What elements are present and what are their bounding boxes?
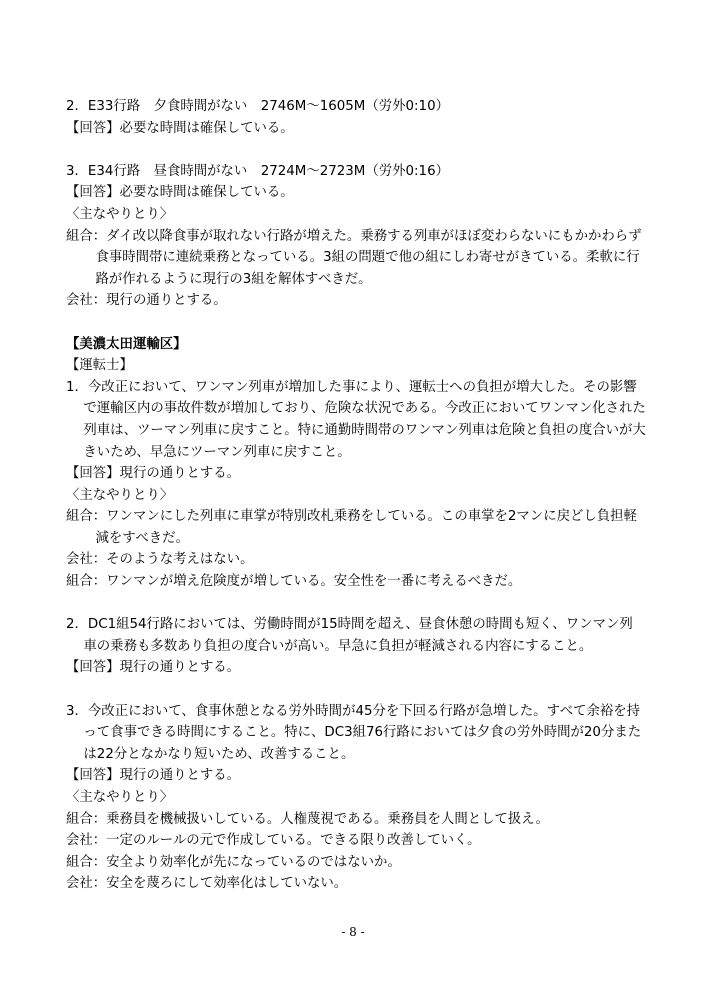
item-title: 2．DC1組54行路においては、労働時間が15時間を超え、昼食休憩の時間も短く、ワンマン列車の乗務も多数あり負担の度合いが高い。早急に負担が軽減される内容にすること。: [66, 617, 633, 654]
answer-text: 【回答】現行の通りとする。: [66, 768, 241, 784]
company-statement: 会社：現行の通りとする。: [66, 293, 227, 309]
answer-text: 【回答】現行の通りとする。: [66, 660, 241, 676]
union-statement: 組合：安全より効率化が先になっているのではないか。: [66, 854, 401, 870]
exchange-label: 〈主なやりとり〉: [66, 487, 174, 503]
exchange-label: 〈主なやりとり〉: [66, 790, 174, 805]
document-body: [66, 96, 646, 895]
page-number: - 8 -: [341, 925, 365, 939]
section-subheading: 【運転士】: [66, 358, 133, 374]
union-statement: 組合：乗務員を機械扱いしている。人権蔑視である。乗務員を人間として扱え。: [66, 811, 549, 827]
union-statement: 組合：ダイ改以降食事が取れない行路が増えた。乗務する列車がほぼ変わらないにもかかわらず食事時間帯に連続乗務となっている。3組の問題で他の組にしわ寄せがきている。柔軟に行路が作れるように現行の3組を解体すべきだ。: [66, 228, 642, 287]
item-title: 1．今改正において、ワンマン列車が増加した事により、運転士への負担が増大した。その影響で運輸区内の事故件数が増加しており、危険な状況である。今改正においてワンマン化された列車は、ツーマン列車に戻すこと。特に通勤時間帯のワンマン列車は危険と負担の度合いが大きいため、早急にツーマン列車に戻すこと。: [66, 379, 646, 460]
union-statement: 組合：ワンマンが増え危険度が増している。安全性を一番に考えるべきだ。: [66, 574, 522, 590]
company-statement: 会社：そのような考えはない。: [66, 552, 254, 568]
answer-text: 【回答】必要な時間は確保している。: [66, 120, 294, 136]
answer-text: 【回答】現行の通りとする。: [66, 466, 241, 482]
item-title: 2．E33行路 夕食時間がない 2746M～1605M（労外0:10）: [66, 99, 449, 114]
union-statement: 組合：ワンマンにした列車に車掌が特別改札乗務をしている。この車掌を2マンに戻どし負担軽減をすべきだ。: [66, 509, 637, 546]
item-title: 3．E34行路 昼食時間がない 2724M～2723M（労外0:16）: [66, 163, 449, 179]
company-statement: 会社：一定のルールの元で作成している。できる限り改善していく。: [66, 833, 481, 849]
company-statement: 会社：安全を蔑ろにして効率化はしていない。: [66, 876, 348, 892]
answer-text: 【回答】必要な時間は確保している。: [66, 185, 294, 201]
section-heading: 【美濃太田運輸区】: [66, 336, 187, 352]
exchange-label: 〈主なやりとり〉: [66, 206, 174, 222]
item-title: 3．今改正において、食事休憩となる労外時間が45分を下回る行路が急増した。すべて余裕を持って食事できる時間にすること。特に、DC3組76行路においては夕食の労外時間が20分または22分となかなり短いため、改善すること。: [66, 703, 642, 762]
